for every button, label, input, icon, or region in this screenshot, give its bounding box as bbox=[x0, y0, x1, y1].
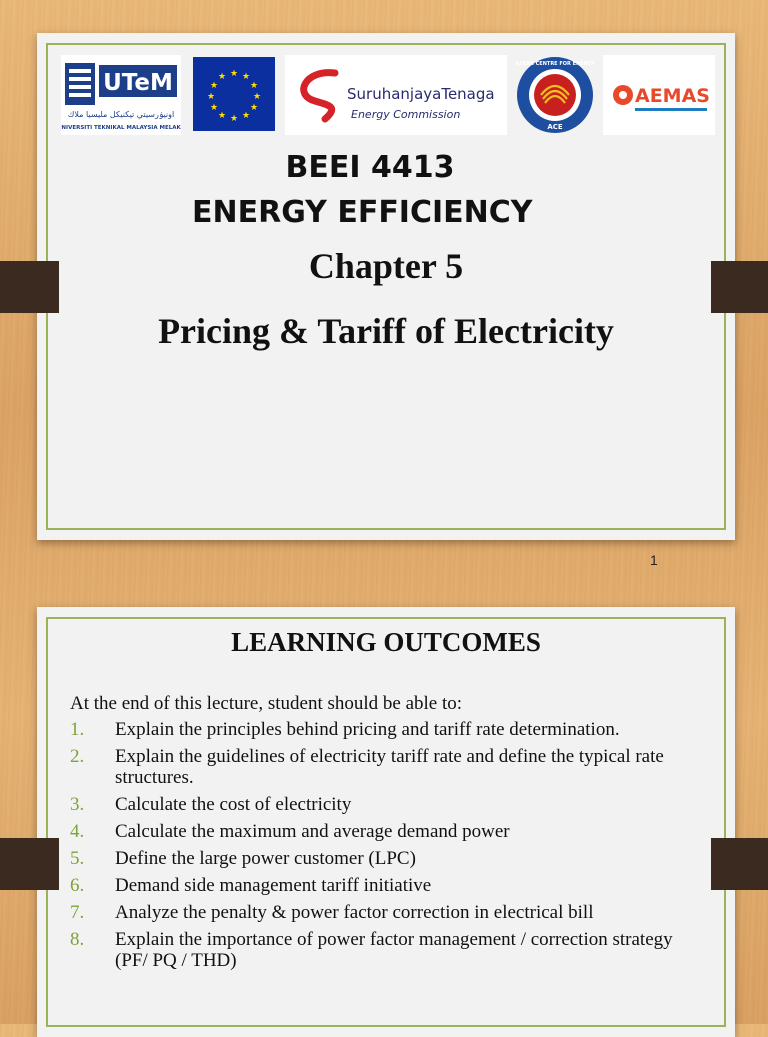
item-text: Explain the guidelines of electricity tariff rate and define the typical rate structures. bbox=[115, 746, 664, 788]
ace-abbr: ACE bbox=[547, 123, 563, 131]
svg-text:★: ★ bbox=[241, 111, 251, 121]
svg-text:★: ★ bbox=[249, 81, 259, 91]
frame-bracket-left bbox=[0, 261, 59, 313]
slide-subtitle: Pricing & Tariff of Electricity bbox=[158, 311, 614, 351]
page-number: 1 bbox=[650, 552, 658, 568]
svg-text:★: ★ bbox=[209, 103, 219, 113]
course-name: ENERGY EFFICIENCY bbox=[192, 195, 533, 230]
utem-logo bbox=[61, 55, 181, 135]
svg-text:★: ★ bbox=[217, 111, 227, 121]
svg-text:★: ★ bbox=[217, 72, 227, 82]
item-text: Calculate the maximum and average demand power bbox=[115, 821, 510, 842]
chapter-heading: Chapter 5 bbox=[308, 246, 464, 286]
list-item bbox=[70, 929, 700, 971]
item-text: Calculate the cost of electricity bbox=[115, 794, 352, 815]
outcomes-list bbox=[70, 719, 700, 977]
aemas-logo bbox=[603, 55, 715, 135]
svg-text:UTeM: UTeM bbox=[103, 70, 173, 96]
item-text: Explain the importance of power factor management / correction strategy (PF/ PQ / THD) bbox=[115, 929, 673, 971]
svg-text:★: ★ bbox=[241, 72, 251, 82]
item-text: Define the large power customer (LPC) bbox=[115, 848, 416, 869]
item-number: 8. bbox=[70, 929, 85, 950]
item-number: 1. bbox=[70, 719, 85, 740]
item-number: 5. bbox=[70, 848, 85, 869]
item-number: 6. bbox=[70, 875, 85, 896]
list-item bbox=[70, 746, 700, 788]
svg-text:★: ★ bbox=[206, 92, 216, 102]
list-item bbox=[70, 821, 700, 842]
list-item bbox=[70, 848, 700, 869]
svg-text:★: ★ bbox=[252, 92, 262, 102]
title-slide bbox=[37, 33, 735, 540]
intro-text: At the end of this lecture, student should be able to: bbox=[70, 693, 463, 714]
item-number: 2. bbox=[70, 746, 85, 767]
utem-caption: UNIVERSITI TEKNIKAL MALAYSIA MELAKA bbox=[61, 125, 181, 131]
list-item bbox=[70, 719, 700, 740]
item-number: 7. bbox=[70, 902, 85, 923]
list-item bbox=[70, 875, 700, 896]
ace-ring-text: ASEAN CENTRE FOR ENERGY bbox=[515, 61, 595, 67]
frame-bracket-right bbox=[711, 261, 768, 313]
svg-text:★: ★ bbox=[229, 69, 239, 79]
eu-flag-logo bbox=[193, 57, 275, 131]
item-text: Analyze the penalty & power factor correction in electrical bill bbox=[115, 902, 594, 923]
course-code: BEEI 4413 bbox=[285, 150, 455, 185]
frame-bracket-right bbox=[711, 838, 768, 890]
logo-bar bbox=[61, 55, 721, 145]
svg-text:★: ★ bbox=[249, 103, 259, 113]
item-number: 4. bbox=[70, 821, 85, 842]
aemas-label: AEMAS bbox=[635, 85, 710, 107]
svg-text:اونيۏرسيتي تيكنيكل مليسيا ملاك: اونيۏرسيتي تيكنيكل مليسيا ملاك bbox=[67, 110, 175, 119]
item-text: Demand side management tariff initiative bbox=[115, 875, 432, 896]
item-text: Explain the principles behind pricing and tariff rate determination. bbox=[115, 719, 620, 740]
list-item bbox=[70, 794, 700, 815]
frame-bracket-left bbox=[0, 838, 59, 890]
ace-logo bbox=[515, 55, 595, 135]
list-item bbox=[70, 902, 700, 923]
slide-title: LEARNING OUTCOMES bbox=[231, 627, 541, 657]
svg-text:★: ★ bbox=[209, 81, 219, 91]
item-number: 3. bbox=[70, 794, 85, 815]
svg-text:★: ★ bbox=[229, 114, 239, 124]
learning-outcomes-slide bbox=[37, 607, 735, 1037]
st-subname: Energy Commission bbox=[351, 108, 461, 121]
st-name: SuruhanjayaTenaga bbox=[347, 85, 495, 103]
suruhanjaya-tenaga-logo bbox=[285, 55, 507, 135]
